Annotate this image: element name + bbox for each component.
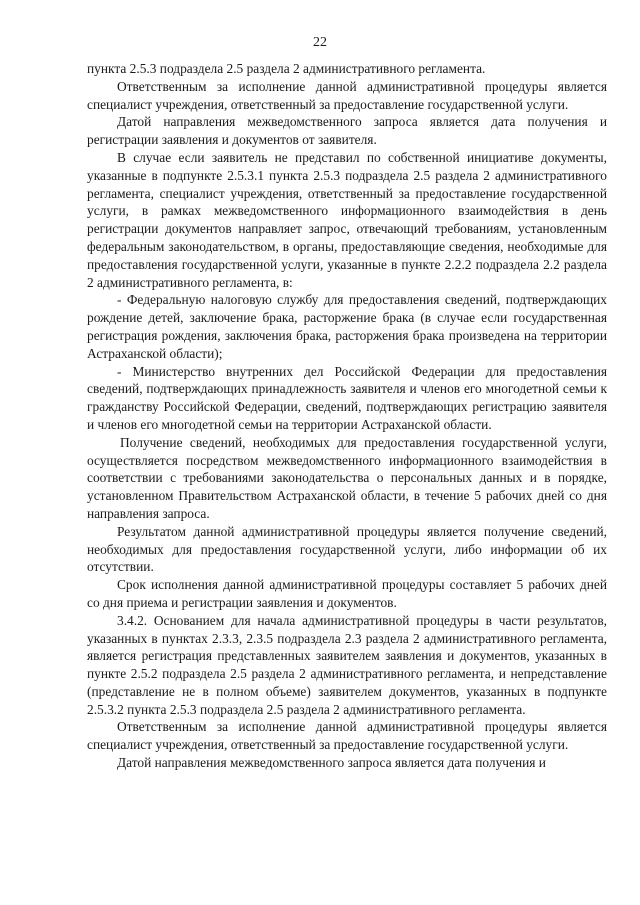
paragraph: 3.4.2. Основанием для начала административной процедуры в части результатов, указанных в пунктах 2.3.3, 2.3.5 подраздела 2.3 раздела 2 административного регламента, является регистрация представленных заявителем заявления и документов, указанных в пункте 2.5.2 подраздела 2.5 раздела 2 административного регламента, и непредставление (представление не в полном объеме) заявителем документов, указанных в подпункте 2.5.3.2 пункта 2.5.3 подраздела 2.5 раздела 2 административного регламента.	[87, 612, 607, 717]
list-item: - Федеральную налоговую службу для предоставления сведений, подтверждающих рождение детей, заключение брака, расторжение брака (в случае если государственная регистрация рождения, заключения брака, расторжения брака произведена на территории Астраханской области);	[87, 292, 607, 361]
paragraph: Датой направления межведомственного запроса является дата получения и	[117, 755, 546, 771]
paragraph: пункта 2.5.3 подраздела 2.5 раздела 2 административного регламента.	[87, 61, 486, 76]
paragraph: Ответственным за исполнение данной административной процедуры является специалист учреждения, ответственный за предоставление государственной услуги.	[87, 719, 607, 753]
paragraph: Датой направления межведомственного запроса является дата получения и регистрации заявления и документов от заявителя.	[87, 114, 607, 148]
paragraph: В случае если заявитель не представил по собственной инициативе документы, указанные в подпункте 2.5.3.1 пункта 2.5.3 подраздела 2.5 раздела 2 административного регламента, специалист учреждения, ответственный за предоставление государственной услуги, в рамках межведомственного информационного взаимодействия в день регистрации документов направляет запрос, отвечающий требованиям, установленным федеральным законодательством, в органы, предоставляющие сведения, необходимые для предоставления государственной услуги, указанные в пункте 2.2.2 подраздела 2.2 раздела 2 административного регламента, в:	[87, 149, 607, 290]
paragraph: Получение сведений, необходимых для предоставления государственной услуги, осуществляется посредством межведомственного информационного взаимодействия в соответствии с требованиями законодательства о персональных данных и в порядке, установленном Правительством Астраханской области, в течение 5 рабочих дней со дня направления запроса.	[87, 434, 607, 521]
paragraph: Срок исполнения данной административной процедуры составляет 5 рабочих дней со дня приема и регистрации заявления и документов.	[87, 577, 607, 610]
document-body	[87, 60, 607, 772]
page-number: 22	[313, 35, 327, 50]
paragraph: Результатом данной административной процедуры является получение сведений, необходимых для предоставления государственной услуги, либо информации об их отсутствии.	[87, 523, 607, 575]
paragraph: Ответственным за исполнение данной административной процедуры является специалист учреждения, ответственный за предоставление государственной услуги.	[87, 78, 607, 112]
list-item: - Министерство внутренних дел Российской Федерации для предоставления сведений, подтверждающих принадлежность заявителя и членов его многодетной семьи к гражданству Российской Федерации, сведений, подтверждающих регистрацию заявителя и членов его многодетной семьи на территории Астраханской области.	[87, 363, 607, 432]
